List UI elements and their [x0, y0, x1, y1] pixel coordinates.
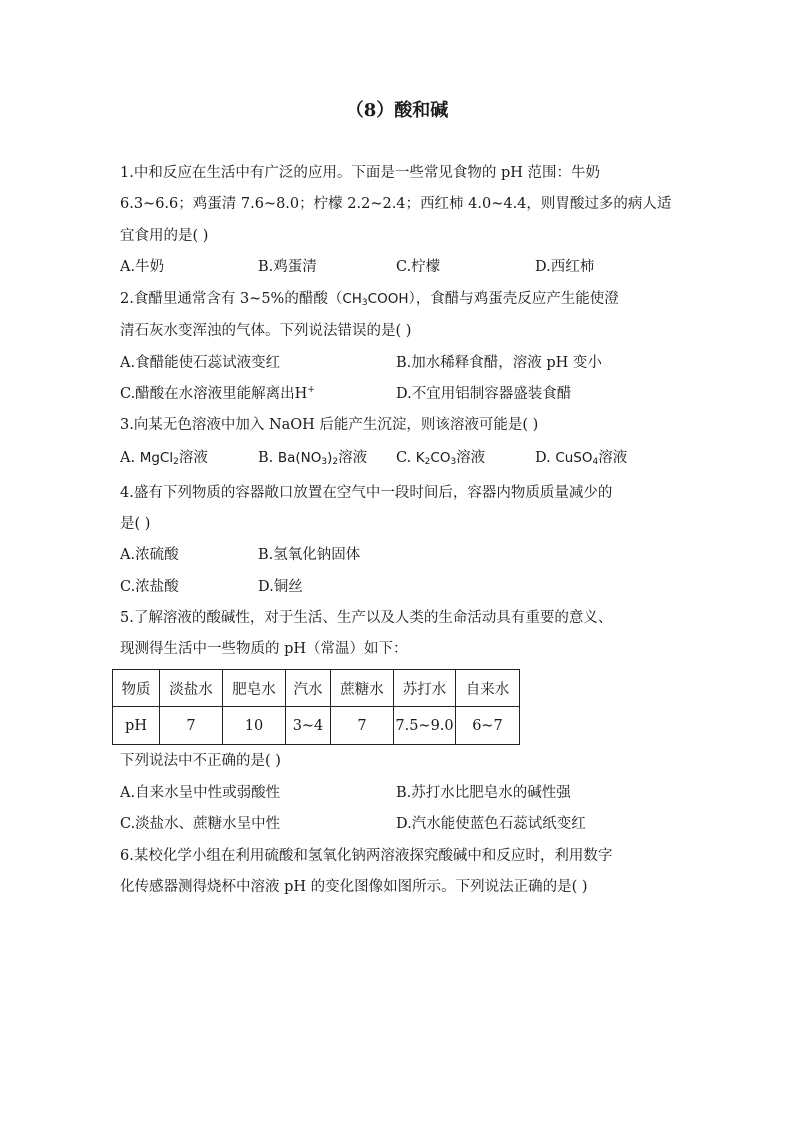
table-cell: 7	[160, 707, 223, 745]
q3-line1: 3.向某无色溶液中加入 NaOH 后能产生沉淀，则该溶液可能是( )	[120, 417, 539, 433]
q6-line2: 化传感器测得烧杯中溶液 pH 的变化图像如图所示。下列说法正确的是( )	[120, 879, 588, 895]
table-cell: 肥皂水	[223, 670, 286, 707]
q2-line1-text-b: ），食醋与鸡蛋壳反应产生能使澄	[408, 291, 619, 307]
table-cell: 7.5~9.0	[394, 707, 456, 745]
q5-line3: 下列说法中不正确的是( )	[120, 753, 281, 769]
q5-option-d: D.汽水能使蓝色石蕊试纸变红	[396, 816, 586, 832]
q1-option-b: B.鸡蛋清	[258, 259, 317, 275]
table-cell: 10	[223, 707, 286, 745]
q1-line2: 6.3~6.6；鸡蛋清 7.6~8.0；柠檬 2.2~2.4；西红柿 4.0~4.4，则胃酸过多的病人适	[120, 196, 672, 212]
q2-option-c: C.醋酸在水溶液里能解离出H+	[120, 385, 315, 402]
q4-line2: 是( )	[120, 516, 151, 532]
q1-line3: 宜食用的是( )	[120, 228, 209, 244]
table-cell: 物质	[113, 670, 160, 707]
q1-option-a: A.牛奶	[120, 259, 165, 275]
q4-option-b: B.氢氧化钠固体	[258, 547, 361, 563]
table-row	[113, 707, 520, 745]
q6-line1: 6.某校化学小组在利用硫酸和氢氧化钠两溶液探究酸碱中和反应时，利用数字	[120, 848, 613, 864]
table-cell: 3~4	[286, 707, 331, 745]
q1-line1: 1.中和反应在生活中有广泛的应用。下面是一些常见食物的 pH 范围：牛奶	[120, 165, 600, 181]
q5-option-b: B.苏打水比肥皂水的碱性强	[396, 785, 571, 801]
page-title: （8）酸和碱	[345, 100, 449, 121]
q1-option-c: C.柠檬	[396, 259, 441, 275]
table-cell: pH	[113, 707, 160, 745]
q4-line1: 4.盛有下列物质的容器敞口放置在空气中一段时间后，容器内物质质量减少的	[120, 485, 613, 501]
q2-line1-text-a: 2.食醋里通常含有 3~5%的醋酸（	[120, 291, 343, 307]
table-cell: 自来水	[456, 670, 520, 707]
q2-option-b: B.加水稀释食醋，溶液 pH 变小	[396, 355, 602, 371]
table-cell: 淡盐水	[160, 670, 223, 707]
table-cell: 6~7	[456, 707, 520, 745]
q1-option-d: D.西红柿	[535, 259, 595, 275]
table-cell: 7	[331, 707, 394, 745]
q2-line2: 清石灰水变浑浊的气体。下列说法错误的是( )	[120, 323, 412, 339]
q4-option-c: C.浓盐酸	[120, 579, 179, 595]
q2-option-a: A.食醋能使石蕊试液变红	[120, 355, 281, 371]
q3-option-a: A. MgCl$_2$溶液	[120, 450, 208, 467]
q3-option-b: B. $Ba(NO_3)_2$溶液	[258, 450, 368, 467]
table-cell: 苏打水	[394, 670, 456, 707]
q3-option-c: C. $K_2CO_3$溶液	[396, 450, 486, 467]
table-cell: 蔗糖水	[331, 670, 394, 707]
q5-option-c: C.淡盐水、蔗糖水呈中性	[120, 816, 281, 832]
q5-option-a: A.自来水呈中性或弱酸性	[120, 785, 281, 801]
q3-option-d: D. CuSO$_4$溶液	[535, 450, 628, 467]
q4-option-a: A.浓硫酸	[120, 547, 179, 563]
q2-line1	[120, 289, 619, 309]
table-cell: 汽水	[286, 670, 331, 707]
q2-option-d: D.不宜用铝制容器盛装食醋	[396, 386, 572, 402]
q2-formula: $CH_3COOH$	[342, 291, 409, 308]
ph-table	[112, 669, 520, 745]
q5-line1: 5.了解溶液的酸碱性，对于生活、生产以及人类的生命活动具有重要的意义、	[120, 610, 613, 626]
table-header-row	[113, 670, 520, 707]
q4-option-d: D.铜丝	[258, 579, 303, 595]
q5-line2: 现测得生活中一些物质的 pH（常温）如下：	[120, 641, 408, 657]
